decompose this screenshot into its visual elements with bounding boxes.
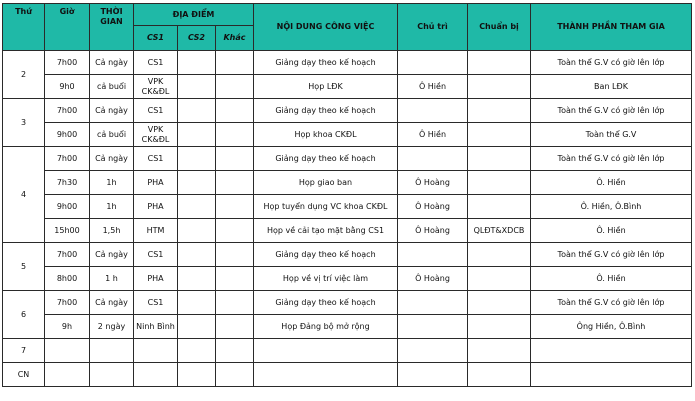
duration-cell: Cả ngày (90, 243, 134, 267)
duration-cell: cả buổi (90, 123, 134, 147)
day-cell: 6 (3, 291, 45, 339)
chair-cell (398, 339, 468, 363)
location-cs1-cell: Ninh Bình (134, 315, 178, 339)
chair-cell (398, 147, 468, 171)
header-dia-diem: ĐỊA ĐIỂM (134, 4, 254, 26)
schedule-table (2, 3, 692, 387)
chair-cell (398, 315, 468, 339)
location-other-cell (216, 291, 254, 315)
location-cs1-cell: PHA (134, 195, 178, 219)
duration-cell: Cả ngày (90, 147, 134, 171)
time-cell: 7h00 (45, 243, 90, 267)
prep-cell (468, 315, 531, 339)
location-cs1-cell: CS1 (134, 51, 178, 75)
task-cell: Họp tuyển dụng VC khoa CKĐL (254, 195, 398, 219)
location-other-cell (216, 243, 254, 267)
prep-cell (468, 339, 531, 363)
participants-cell: Ô. Hiền, Ô.Bình (531, 195, 692, 219)
prep-cell: QLĐT&XDCB (468, 219, 531, 243)
participants-cell: Toàn thể G.V có giờ lên lớp (531, 291, 692, 315)
table-row (3, 147, 692, 171)
location-other-cell (216, 339, 254, 363)
chair-cell: Ô Hiền (398, 123, 468, 147)
location-cs1-cell: PHA (134, 171, 178, 195)
location-cs1-cell: CS1 (134, 147, 178, 171)
location-cs2-cell (178, 315, 216, 339)
header-thu: Thứ (3, 4, 45, 51)
participants-cell: Toàn thể G.V có giờ lên lớp (531, 243, 692, 267)
prep-cell (468, 363, 531, 387)
schedule-body (3, 51, 692, 387)
duration-cell: cả buổi (90, 75, 134, 99)
participants-cell: Ô. Hiền (531, 267, 692, 291)
day-cell: 3 (3, 99, 45, 147)
header-chu-tri: Chủ trì (398, 4, 468, 51)
prep-cell (468, 243, 531, 267)
task-cell: Giảng dạy theo kế hoạch (254, 291, 398, 315)
day-cell: 5 (3, 243, 45, 291)
duration-cell: Cả ngày (90, 51, 134, 75)
duration-cell: 2 ngày (90, 315, 134, 339)
table-row (3, 339, 692, 363)
location-other-cell (216, 51, 254, 75)
time-cell: 8h00 (45, 267, 90, 291)
chair-cell: Ô Hiền (398, 75, 468, 99)
duration-cell: 1 h (90, 267, 134, 291)
chair-cell: Ô Hoàng (398, 267, 468, 291)
location-cs2-cell (178, 339, 216, 363)
participants-cell: Toàn thể G.V (531, 123, 692, 147)
day-cell: 2 (3, 51, 45, 99)
duration-cell: 1,5h (90, 219, 134, 243)
prep-cell (468, 99, 531, 123)
location-other-cell (216, 195, 254, 219)
header-thanh-phan: THÀNH PHẦN THAM GIA (531, 4, 692, 51)
location-cs2-cell (178, 195, 216, 219)
task-cell: Họp khoa CKĐL (254, 123, 398, 147)
day-cell: CN (3, 363, 45, 387)
header-noi-dung: NỘI DUNG CÔNG VIỆC (254, 4, 398, 51)
location-other-cell (216, 123, 254, 147)
location-cs1-cell (134, 363, 178, 387)
participants-cell: Toàn thể G.V có giờ lên lớp (531, 99, 692, 123)
chair-cell: Ô Hoàng (398, 171, 468, 195)
task-cell: Họp Đảng bộ mở rộng (254, 315, 398, 339)
duration-cell: 1h (90, 195, 134, 219)
task-cell: Họp LĐK (254, 75, 398, 99)
time-cell: 7h30 (45, 171, 90, 195)
prep-cell (468, 123, 531, 147)
table-row (3, 75, 692, 99)
task-cell: Giảng dạy theo kế hoạch (254, 243, 398, 267)
location-cs2-cell (178, 291, 216, 315)
table-row (3, 99, 692, 123)
prep-cell (468, 291, 531, 315)
location-other-cell (216, 171, 254, 195)
time-cell: 9h00 (45, 123, 90, 147)
table-row (3, 267, 692, 291)
task-cell: Họp về vị trí việc làm (254, 267, 398, 291)
location-cs2-cell (178, 99, 216, 123)
duration-cell (90, 339, 134, 363)
day-cell: 4 (3, 147, 45, 243)
location-other-cell (216, 75, 254, 99)
participants-cell (531, 363, 692, 387)
header-gio: Giờ (45, 4, 90, 51)
participants-cell: Toàn thể G.V có giờ lên lớp (531, 147, 692, 171)
participants-cell: Ô. Hiền (531, 171, 692, 195)
location-cs1-cell: VPK CK&ĐL (134, 123, 178, 147)
chair-cell (398, 99, 468, 123)
location-other-cell (216, 363, 254, 387)
location-cs2-cell (178, 147, 216, 171)
table-row (3, 51, 692, 75)
chair-cell: Ô Hoàng (398, 195, 468, 219)
time-cell: 9h (45, 315, 90, 339)
location-other-cell (216, 147, 254, 171)
task-cell (254, 339, 398, 363)
task-cell: Giảng dạy theo kế hoạch (254, 147, 398, 171)
day-cell: 7 (3, 339, 45, 363)
location-cs2-cell (178, 219, 216, 243)
location-other-cell (216, 219, 254, 243)
duration-cell: Cả ngày (90, 291, 134, 315)
prep-cell (468, 267, 531, 291)
time-cell: 7h00 (45, 51, 90, 75)
location-cs2-cell (178, 75, 216, 99)
header-chuan-bi: Chuẩn bị (468, 4, 531, 51)
prep-cell (468, 51, 531, 75)
prep-cell (468, 75, 531, 99)
location-cs1-cell: CS1 (134, 243, 178, 267)
table-row (3, 123, 692, 147)
chair-cell (398, 51, 468, 75)
table-row (3, 363, 692, 387)
header-khac: Khác (216, 26, 254, 51)
location-cs1-cell: CS1 (134, 99, 178, 123)
duration-cell (90, 363, 134, 387)
location-cs2-cell (178, 363, 216, 387)
location-other-cell (216, 267, 254, 291)
location-cs2-cell (178, 171, 216, 195)
task-cell: Họp về cải tạo mặt bằng CS1 (254, 219, 398, 243)
participants-cell: Ban LĐK (531, 75, 692, 99)
task-cell: Giảng dạy theo kế hoạch (254, 99, 398, 123)
header-thoi-gian: THỜI GIAN (90, 4, 134, 51)
table-row (3, 195, 692, 219)
location-cs1-cell: PHA (134, 267, 178, 291)
participants-cell: Ông Hiền, Ô.Bình (531, 315, 692, 339)
task-cell: Họp giao ban (254, 171, 398, 195)
chair-cell: Ô Hoàng (398, 219, 468, 243)
table-row (3, 219, 692, 243)
time-cell: 15h00 (45, 219, 90, 243)
chair-cell (398, 243, 468, 267)
duration-cell: Cả ngày (90, 99, 134, 123)
table-row (3, 171, 692, 195)
participants-cell (531, 339, 692, 363)
time-cell: 7h00 (45, 291, 90, 315)
location-cs1-cell: HTM (134, 219, 178, 243)
header-cs2: CS2 (178, 26, 216, 51)
time-cell (45, 339, 90, 363)
time-cell: 9h00 (45, 195, 90, 219)
prep-cell (468, 195, 531, 219)
table-row (3, 291, 692, 315)
time-cell: 9h0 (45, 75, 90, 99)
location-cs2-cell (178, 123, 216, 147)
table-row (3, 243, 692, 267)
location-cs2-cell (178, 267, 216, 291)
time-cell: 7h00 (45, 99, 90, 123)
header-cs1: CS1 (134, 26, 178, 51)
task-cell: Giảng dạy theo kế hoạch (254, 51, 398, 75)
location-cs1-cell: VPK CK&ĐL (134, 75, 178, 99)
location-cs2-cell (178, 243, 216, 267)
participants-cell: Ô. Hiền (531, 219, 692, 243)
location-cs1-cell: CS1 (134, 291, 178, 315)
location-cs2-cell (178, 51, 216, 75)
task-cell (254, 363, 398, 387)
time-cell: 7h00 (45, 147, 90, 171)
location-other-cell (216, 99, 254, 123)
table-row (3, 315, 692, 339)
duration-cell: 1h (90, 171, 134, 195)
time-cell (45, 363, 90, 387)
location-cs1-cell (134, 339, 178, 363)
participants-cell: Toàn thể G.V có giờ lên lớp (531, 51, 692, 75)
prep-cell (468, 171, 531, 195)
chair-cell (398, 291, 468, 315)
prep-cell (468, 147, 531, 171)
chair-cell (398, 363, 468, 387)
location-other-cell (216, 315, 254, 339)
